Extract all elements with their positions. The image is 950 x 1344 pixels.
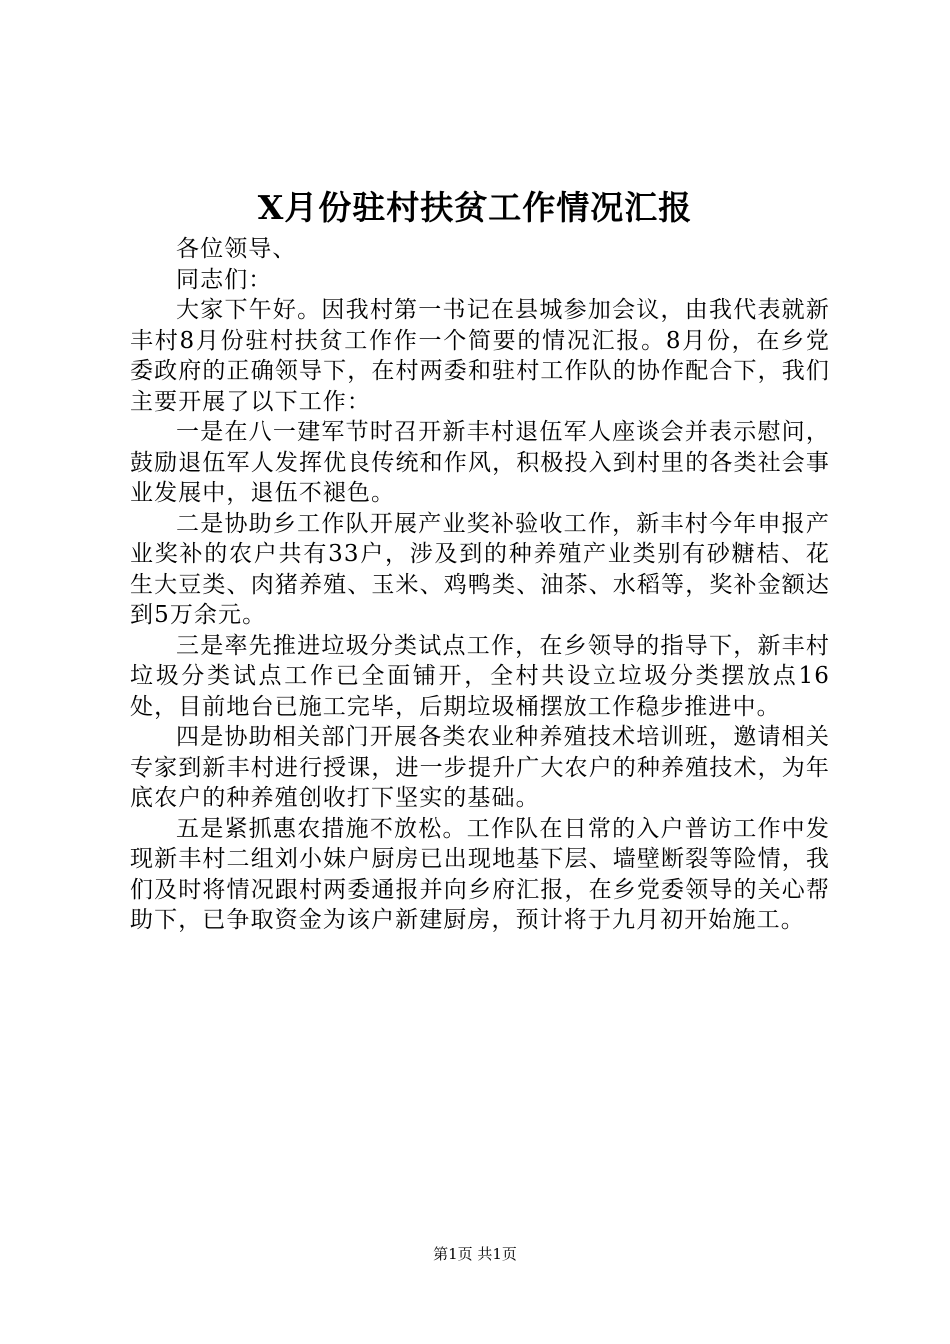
- paragraph-item-1: 一是在八一建军节时召开新丰村退伍军人座谈会并表示慰问，鼓励退伍军人发挥优良传统和作风，积极投入到村里的各类社会事业发展中，退伍不褪色。: [130, 419, 830, 506]
- paragraph-item-2: 二是协助乡工作队开展产业奖补验收工作，新丰村今年申报产业奖补的农户共有33户，涉及到的种养殖产业类别有砂糖桔、花生大豆类、肉猪养殖、玉米、鸡鸭类、油茶、水稻等，奖补金额达到5万余元。: [130, 510, 830, 628]
- salutation-leaders: 各位领导、: [176, 236, 297, 262]
- paragraph-intro: 大家下午好。因我村第一书记在县城参加会议，由我代表就新丰村8月份驻村扶贫工作作一个简要的情况汇报。8月份，在乡党委政府的正确领导下，在村两委和驻村工作队的协作配合下，我们主要开展了以下工作：: [130, 297, 830, 415]
- document-body: [130, 234, 830, 936]
- page-number: 第1页 共1页: [433, 1245, 517, 1263]
- salutation-comrades: 同志们：: [176, 266, 273, 293]
- paragraph-item-4: 四是协助相关部门开展各类农业种养殖技术培训班，邀请相关专家到新丰村进行授课，进一步提升广大农户的种养殖技术，为年底农户的种养殖创收打下坚实的基础。: [130, 724, 830, 811]
- paragraph-item-5: 五是紧抓惠农措施不放松。工作队在日常的入户普访工作中发现新丰村二组刘小妹户厨房已出现地基下层、墙壁断裂等险情，我们及时将情况跟村两委通报并向乡府汇报，在乡党委领导的关心帮助下，已争取资金为该户新建厨房，预计将于九月初开始施工。: [130, 815, 830, 933]
- page-footer: [0, 1244, 950, 1264]
- paragraph-item-3: 三是率先推进垃圾分类试点工作，在乡领导的指导下，新丰村垃圾分类试点工作已全面铺开，全村共设立垃圾分类摆放点16处，目前地台已施工完毕，后期垃圾桶摆放工作稳步推进中。: [130, 632, 830, 720]
- document-title: X月份驻村扶贫工作情况汇报: [257, 188, 693, 227]
